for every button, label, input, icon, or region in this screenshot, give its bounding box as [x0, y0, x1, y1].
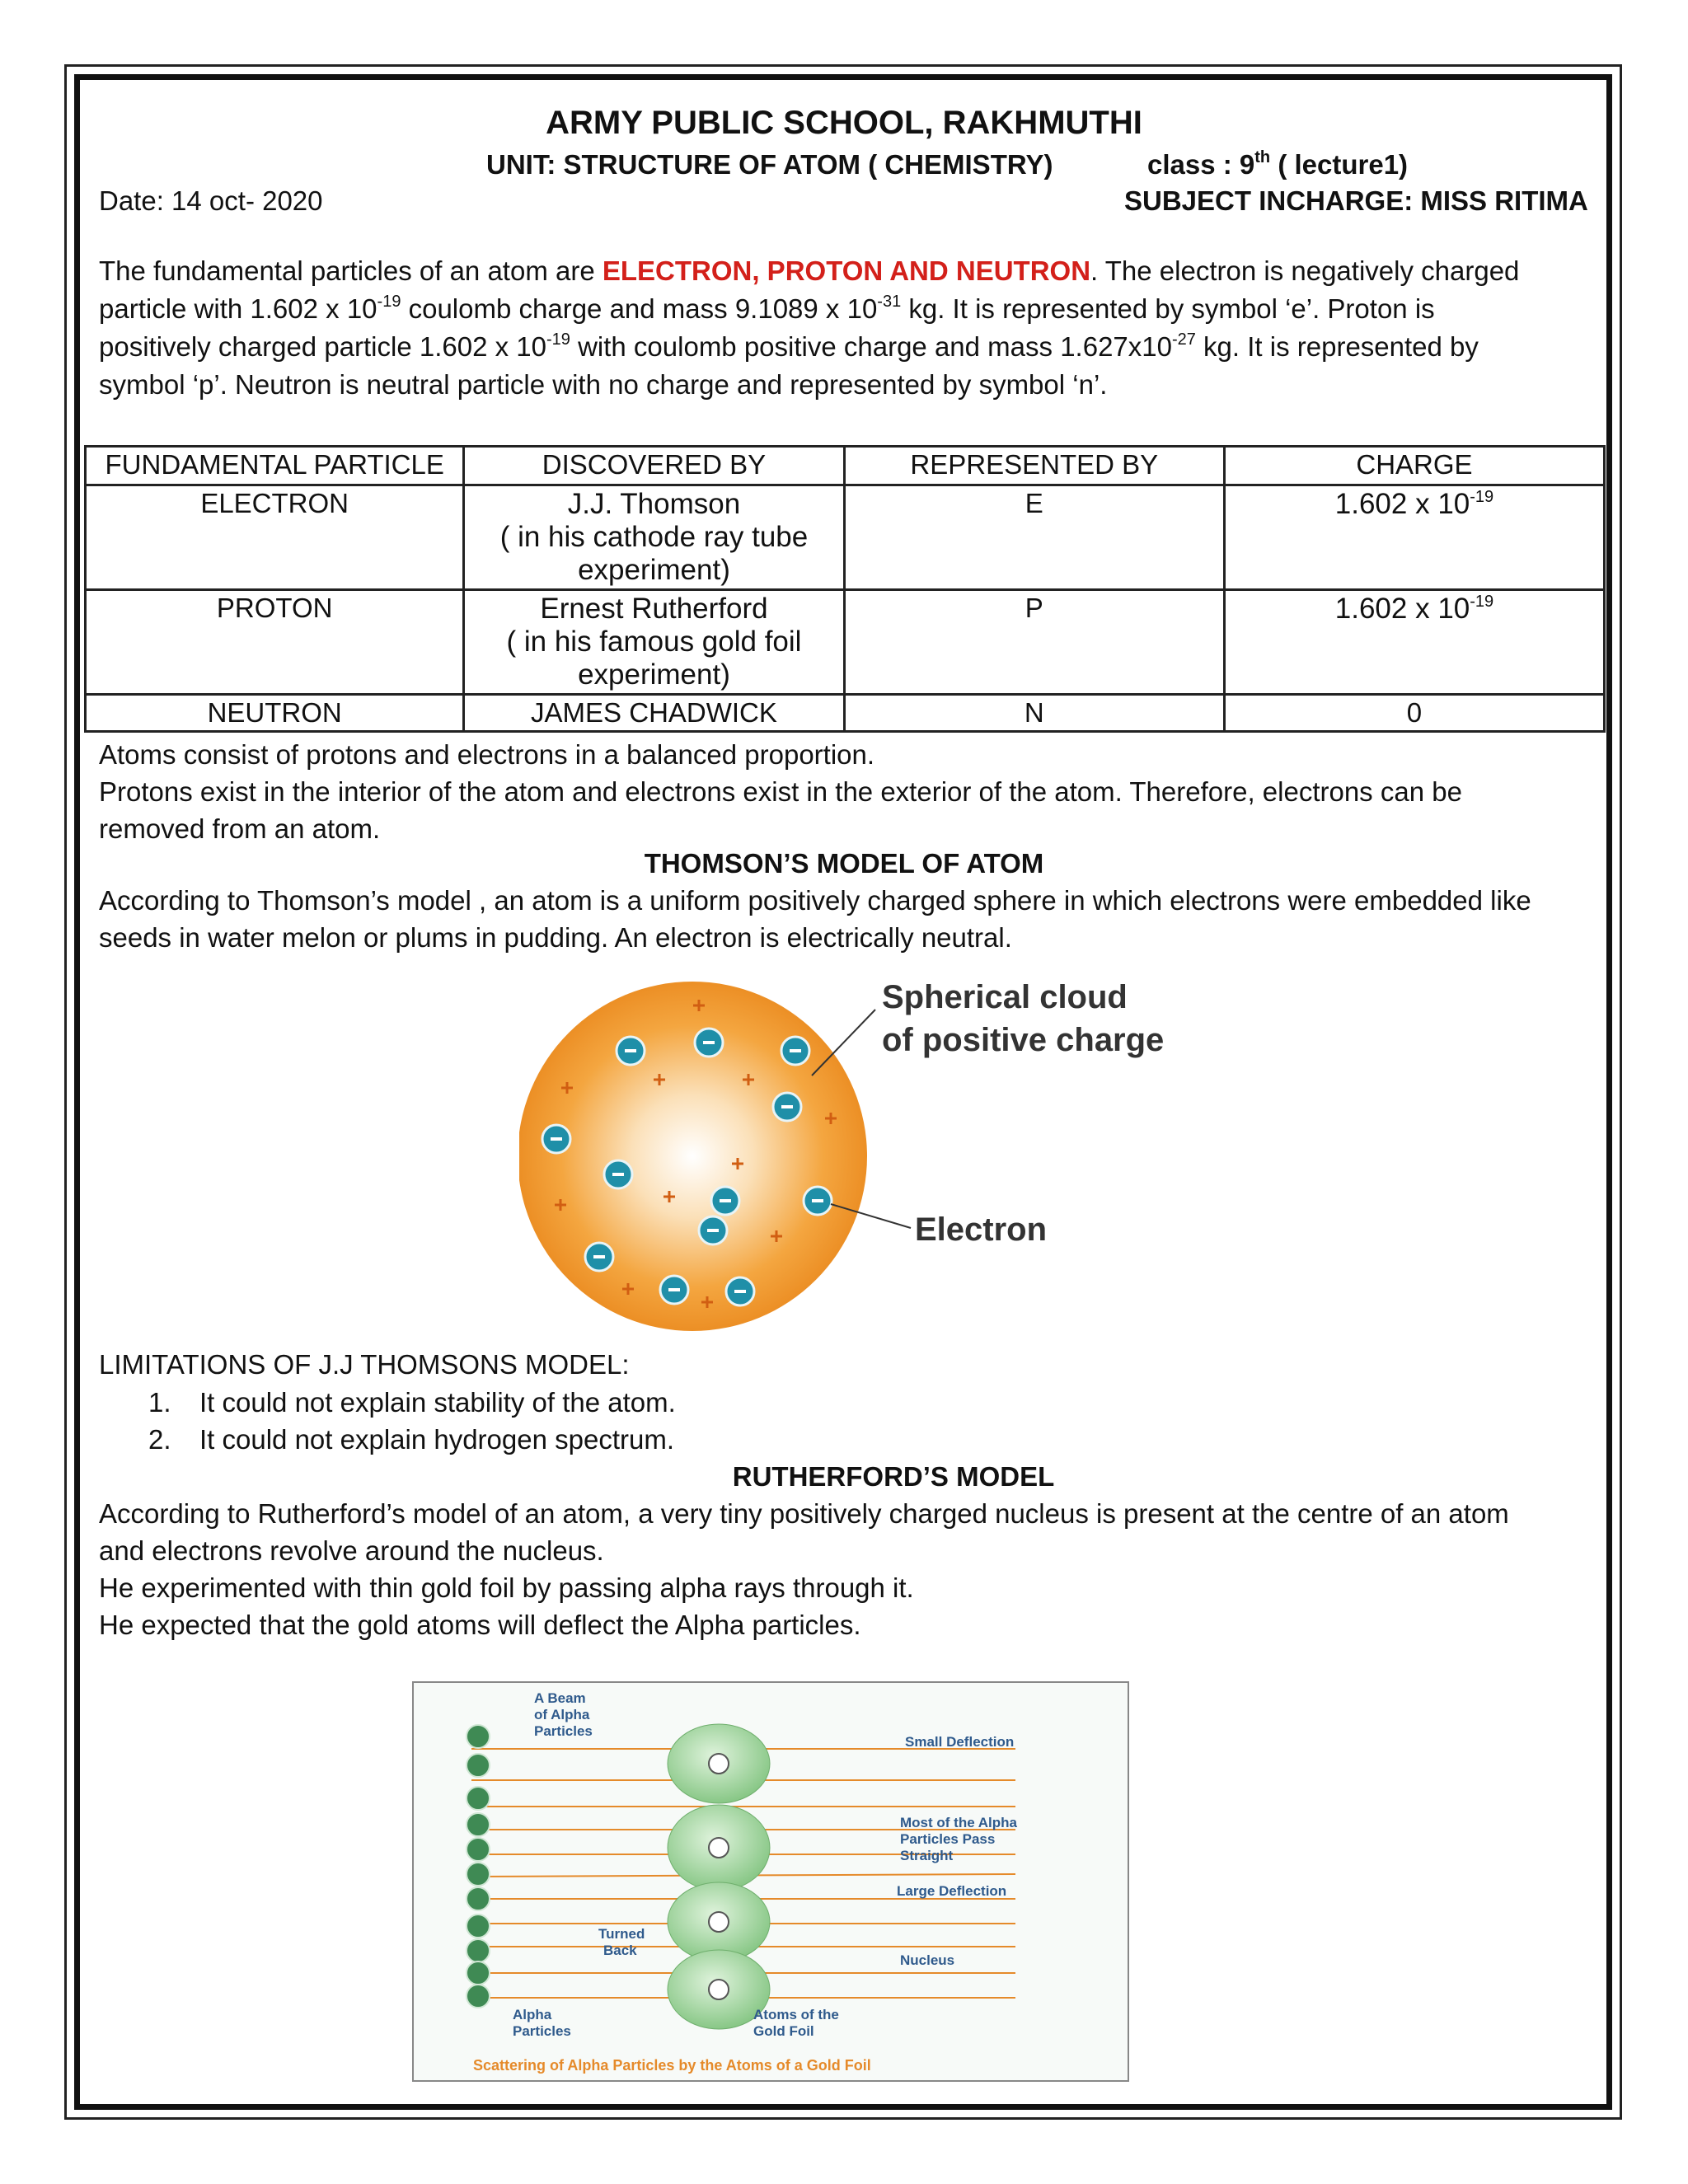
class-line — [1147, 147, 1408, 183]
list-text: It could not explain hydrogen spectrum. — [199, 1424, 675, 1455]
gold-foil-diagram — [414, 1683, 1128, 2080]
electron-label: Electron — [915, 1212, 1048, 1248]
class-sup: th — [1254, 148, 1271, 166]
intro-l2-sup2: -31 — [877, 293, 902, 311]
table-header: FUNDAMENTAL PARTICLE — [86, 447, 464, 485]
atoms-line: removed from an atom. — [99, 813, 381, 844]
discovered-by-cell — [464, 485, 844, 590]
intro-l2-c: kg. It is represented by symbol ‘e’. Proton is — [901, 293, 1435, 324]
discoverer-name: Ernest Rutherford — [540, 593, 768, 625]
table-header: REPRESENTED BY — [844, 447, 1224, 485]
rutherford-line: According to Rutherford’s model of an atom, a very tiny positively charged nucleus is present at the centre of an atom — [99, 1498, 1509, 1529]
beam-label: of Alpha — [534, 1707, 590, 1722]
thomson-line: According to Thomson’s model , an atom is a uniform positively charged sphere in which electrons were embedded like — [99, 885, 1531, 916]
table-row — [86, 695, 1605, 732]
atoms-line: Protons exist in the interior of the atom and electrons exist in the exterior of the atom. Therefore, electrons can be — [99, 776, 1462, 807]
table-row — [86, 485, 1605, 590]
most-pass-label: Straight — [900, 1848, 954, 1863]
table-header-row — [86, 447, 1605, 485]
discoverer-name: J.J. Thomson — [567, 488, 741, 520]
gold-foil-label: Atoms of the — [753, 2007, 839, 2022]
class-prefix: class : 9 — [1147, 149, 1255, 180]
rutherford-line: He expected that the gold atoms will deflect the Alpha particles. — [99, 1610, 861, 1640]
most-pass-label: Most of the Alpha — [900, 1815, 1017, 1830]
discoverer-note: ( in his famous gold foil — [506, 626, 802, 658]
gold-foil-label: Gold Foil — [753, 2023, 814, 2039]
intro-line-3 — [99, 328, 1582, 366]
intro-paragraph — [99, 252, 1582, 404]
alpha-particles-label: Particles — [513, 2023, 571, 2039]
turned-back-label: Turned — [598, 1926, 645, 1942]
intro-l3-sup1: -19 — [546, 330, 570, 349]
thomson-paragraph — [99, 882, 1582, 956]
rutherford-line: He experimented with thin gold foil by passing alpha rays through it. — [99, 1572, 914, 1603]
discoverer-note: experiment) — [578, 554, 730, 586]
discovered-by-cell: JAMES CHADWICK — [464, 695, 844, 732]
gold-foil-figure — [412, 1681, 1129, 2082]
intro-line-4: symbol ‘p’. Neutron is neutral particle with no charge and represented by symbol ‘n’. — [99, 369, 1108, 400]
table-header: CHARGE — [1224, 447, 1604, 485]
alpha-particles-label: Alpha — [513, 2007, 552, 2022]
particle-cell: ELECTRON — [86, 485, 464, 590]
charge-base: 1.602 x 10 — [1334, 593, 1470, 625]
intro-l2-sup1: -19 — [377, 293, 401, 311]
cloud-label: Spherical cloud — [882, 979, 1128, 1015]
represented-by-cell: E — [844, 485, 1224, 590]
charge-sup: -19 — [1470, 593, 1494, 611]
table-row — [86, 590, 1605, 695]
charge-cell — [1224, 485, 1604, 590]
intro-l3-sup2: -27 — [1171, 330, 1196, 349]
small-deflection-label: Small Deflection — [905, 1734, 1015, 1750]
charge-sup: -19 — [1470, 488, 1494, 506]
list-number: 1. — [148, 1387, 171, 1418]
particle-cell: PROTON — [86, 590, 464, 695]
class-suffix: ( lecture1) — [1270, 149, 1409, 180]
beam-label: A Beam — [534, 1690, 586, 1706]
list-text: It could not explain stability of the atom. — [199, 1387, 676, 1418]
discoverer-note: experiment) — [578, 658, 730, 691]
list-number: 2. — [148, 1424, 171, 1455]
intro-l2-b: coulomb charge and mass 9.1089 x 10 — [401, 293, 878, 324]
fundamental-particles-table — [84, 445, 1606, 733]
represented-by-cell: P — [844, 590, 1224, 695]
intro-l3-a: positively charged particle 1.602 x 10 — [99, 331, 546, 362]
charge-base: 1.602 x 10 — [1334, 488, 1470, 520]
date-line: Date: 14 oct- 2020 — [99, 185, 323, 216]
particle-cell: NEUTRON — [86, 695, 464, 732]
most-pass-label: Particles Pass — [900, 1831, 996, 1847]
subject-incharge: SUBJECT INCHARGE: MISS RITIMA — [1124, 185, 1588, 216]
fundamental-particles-highlight: ELECTRON, PROTON AND NEUTRON — [602, 255, 1091, 286]
represented-by-cell: N — [844, 695, 1224, 732]
intro-l3-c: kg. It is represented by — [1195, 331, 1479, 362]
intro-l2-a: particle with 1.602 x 10 — [99, 293, 377, 324]
alpha-particle-icons — [467, 1725, 490, 2008]
intro-l1-pre: The fundamental particles of an atom are — [99, 255, 603, 286]
discoverer-note: ( in his cathode ray tube — [499, 521, 809, 553]
rutherford-heading: RUTHERFORD’S MODEL — [732, 1461, 1055, 1492]
charge-cell — [1224, 590, 1604, 695]
atoms-paragraph — [99, 736, 1582, 847]
table-header: DISCOVERED BY — [464, 447, 844, 485]
school-title: ARMY PUBLIC SCHOOL, RAKHMUTHI — [546, 105, 1142, 141]
rutherford-line: and electrons revolve around the nucleus. — [99, 1535, 604, 1566]
figure-caption: Scattering of Alpha Particles by the Atoms of a Gold Foil — [473, 2057, 871, 2074]
rutherford-paragraph — [99, 1495, 1582, 1643]
beam-label: Particles — [534, 1723, 593, 1739]
intro-l3-b: with coulomb positive charge and mass 1.627x10 — [570, 331, 1172, 362]
nucleus-label: Nucleus — [900, 1952, 955, 1968]
discovered-by-cell — [464, 590, 844, 695]
large-deflection-label: Large Deflection — [897, 1883, 1007, 1899]
intro-l1-post: . The electron is negatively charged — [1090, 255, 1520, 286]
positive-charge-sphere — [519, 982, 867, 1331]
unit-line: UNIT: STRUCTURE OF ATOM ( CHEMISTRY) — [486, 149, 1053, 180]
thomson-heading: THOMSON’S MODEL OF ATOM — [644, 848, 1044, 879]
turned-back-label: Back — [603, 1943, 637, 1958]
thomson-line: seeds in water melon or plums in pudding. An electron is electrically neutral. — [99, 922, 1012, 953]
thomson-model-figure — [519, 977, 1195, 1347]
atoms-line: Atoms consist of protons and electrons in a balanced proportion. — [99, 739, 875, 770]
cloud-label: of positive charge — [882, 1022, 1165, 1058]
intro-line-2 — [99, 290, 1582, 328]
limitation-item — [148, 1385, 676, 1421]
intro-line-1 — [99, 252, 1582, 290]
charge-cell: 0 — [1224, 695, 1604, 732]
limitations-heading: LIMITATIONS OF J.J THOMSONS MODEL: — [99, 1349, 630, 1380]
limitation-item — [148, 1422, 675, 1458]
